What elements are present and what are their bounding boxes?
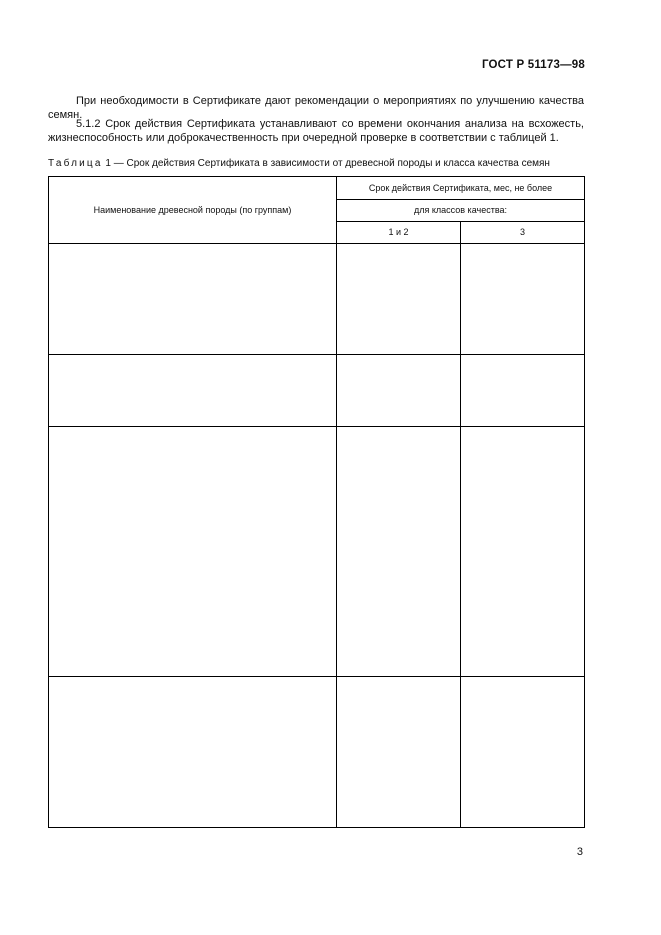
header-class-3: 3 — [461, 222, 585, 244]
document-code: ГОСТ Р 51173—98 — [481, 59, 585, 71]
group-3-term-class-3 — [461, 427, 585, 677]
group-4-term-class-3 — [461, 677, 585, 828]
group-4-term-class-1-2 — [337, 677, 461, 828]
group-1-term-class-1-2 — [337, 244, 461, 355]
table-caption-label: Таблица — [48, 158, 103, 169]
paragraph-recommendations: При необходимости в Сертификате дают рекомендации о мероприятиях по улучшению качества семян. — [48, 95, 584, 121]
certificate-validity-table — [48, 176, 585, 828]
table-caption — [48, 158, 550, 170]
page-number: 3 — [576, 846, 583, 858]
paragraph-5-1-2: 5.1.2 Срок действия Сертификата устанавливают со времени окончания анализа на всхожесть, жизнеспособность или доброкачественность при очередной проверке в соответствии с таблицей 1. — [48, 118, 584, 144]
header-class-1-2: 1 и 2 — [337, 222, 461, 244]
group-2-term-class-1-2 — [337, 355, 461, 427]
header-validity-term: Срок действия Сертификата, мес, не более — [337, 177, 585, 200]
table-caption-text: 1 — Срок действия Сертификата в зависимости от древесной породы и класса качества семян — [102, 158, 550, 169]
group-1-term-class-3 — [461, 244, 585, 355]
species-group-4 — [49, 677, 337, 828]
group-2-term-class-3 — [461, 355, 585, 427]
species-group-1 — [49, 244, 337, 355]
header-quality-classes: для классов качества: — [337, 200, 585, 222]
species-group-3 — [49, 427, 337, 677]
header-species-name: Наименование древесной породы (по группам) — [49, 177, 337, 244]
species-group-2 — [49, 355, 337, 427]
group-3-term-class-1-2 — [337, 427, 461, 677]
